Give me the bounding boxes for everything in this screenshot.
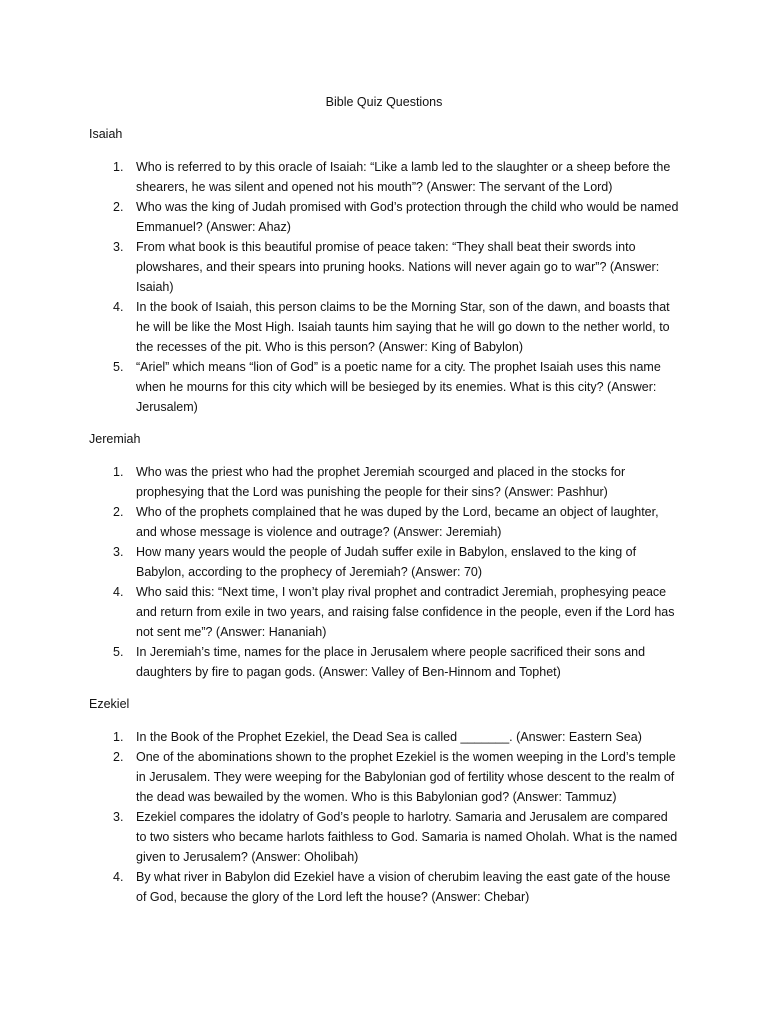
question-number: 2. xyxy=(113,750,124,764)
list-item xyxy=(89,582,679,642)
list-item xyxy=(89,807,679,867)
list-item xyxy=(89,747,679,807)
list-item xyxy=(89,642,679,682)
list-item xyxy=(89,357,679,417)
question-text: From what book is this beautiful promise of peace taken: “They shall beat their swords into plowshares, and their spears into pruning hooks. Nations will never again go to war”? (Answer: Isaiah) xyxy=(136,240,660,294)
question-text: “Ariel” which means “lion of God” is a poetic name for a city. The prophet Isaiah uses this name when he mourns for this city which will be besieged by its enemies. What is this city? (Answer: Jerusalem) xyxy=(136,360,661,414)
list-item xyxy=(89,727,679,747)
question-list-ezekiel xyxy=(89,727,679,907)
question-number: 3. xyxy=(113,240,124,254)
question-number: 3. xyxy=(113,545,124,559)
section-heading-isaiah: Isaiah xyxy=(89,127,123,141)
section-heading-jeremiah: Jeremiah xyxy=(89,432,141,446)
question-number: 4. xyxy=(113,585,124,599)
question-text: In the book of Isaiah, this person claims to be the Morning Star, son of the dawn, and boasts that he will be like the Most High. Isaiah taunts him saying that he will go down to the nether world, to the recesses of the pit. Who is this person? (Answer: King of Babylon) xyxy=(136,300,670,354)
list-item xyxy=(89,237,679,297)
question-text: Ezekiel compares the idolatry of God’s people to harlotry. Samaria and Jerusalem are compared to two sisters who became harlots faithless to God. Samaria is named Oholah. What is the named given to Jerusalem? (Answer: Oholibah) xyxy=(136,810,678,864)
question-number: 5. xyxy=(113,645,124,659)
list-item xyxy=(89,197,679,237)
question-text: One of the abominations shown to the prophet Ezekiel is the women weeping in the Lord’s temple in Jerusalem. They were weeping for the Babylonian god of fertility whose descent to the realm of the dead was bewailed by the women. Who is this Babylonian god? (Answer: Tammuz) xyxy=(136,750,676,804)
question-list-isaiah xyxy=(89,157,679,417)
question-text: In the Book of the Prophet Ezekiel, the Dead Sea is called _______. (Answer: Eastern Sea) xyxy=(136,730,642,744)
document-title: Bible Quiz Questions xyxy=(325,95,443,109)
list-item xyxy=(89,867,679,907)
question-number: 3. xyxy=(113,810,124,824)
question-text: Who was the king of Judah promised with God’s protection through the child who would be named Emmanuel? (Answer: Ahaz) xyxy=(136,200,679,234)
question-number: 1. xyxy=(113,160,124,174)
question-text: Who was the priest who had the prophet Jeremiah scourged and placed in the stocks for prophesying that the Lord was punishing the people for their sins? (Answer: Pashhur) xyxy=(136,465,626,499)
question-text: Who is referred to by this oracle of Isaiah: “Like a lamb led to the slaughter or a sheep before the shearers, he was silent and opened not his mouth”? (Answer: The servant of the Lord) xyxy=(136,160,671,194)
question-text: Who said this: “Next time, I won’t play rival prophet and contradict Jeremiah, prophesying peace and return from exile in two years, and raising false confidence in the people, even if the Lord has not sent me”? (Answer: Hananiah) xyxy=(136,585,675,639)
list-item xyxy=(89,502,679,542)
question-number: 2. xyxy=(113,505,124,519)
list-item xyxy=(89,297,679,357)
document-body xyxy=(89,126,679,921)
question-number: 2. xyxy=(113,200,124,214)
question-text: By what river in Babylon did Ezekiel have a vision of cherubim leaving the east gate of the house of God, because the glory of the Lord left the house? (Answer: Chebar) xyxy=(136,870,671,904)
section-heading-ezekiel: Ezekiel xyxy=(89,697,130,711)
list-item xyxy=(89,157,679,197)
question-number: 1. xyxy=(113,730,124,744)
question-list-jeremiah xyxy=(89,462,679,682)
question-number: 5. xyxy=(113,360,124,374)
question-text: Who of the prophets complained that he was duped by the Lord, became an object of laughter, and whose message is violence and outrage? (Answer: Jeremiah) xyxy=(136,505,659,539)
list-item xyxy=(89,462,679,502)
question-number: 4. xyxy=(113,300,124,314)
question-text: In Jeremiah’s time, names for the place in Jerusalem where people sacrificed their sons and daughters by fire to pagan gods. (Answer: Valley of Ben-Hinnom and Tophet) xyxy=(136,645,646,679)
question-number: 1. xyxy=(113,465,124,479)
question-number: 4. xyxy=(113,870,124,884)
question-text: How many years would the people of Judah suffer exile in Babylon, enslaved to the king of Babylon, according to the prophecy of Jeremiah? (Answer: 70) xyxy=(136,545,637,579)
list-item xyxy=(89,542,679,582)
